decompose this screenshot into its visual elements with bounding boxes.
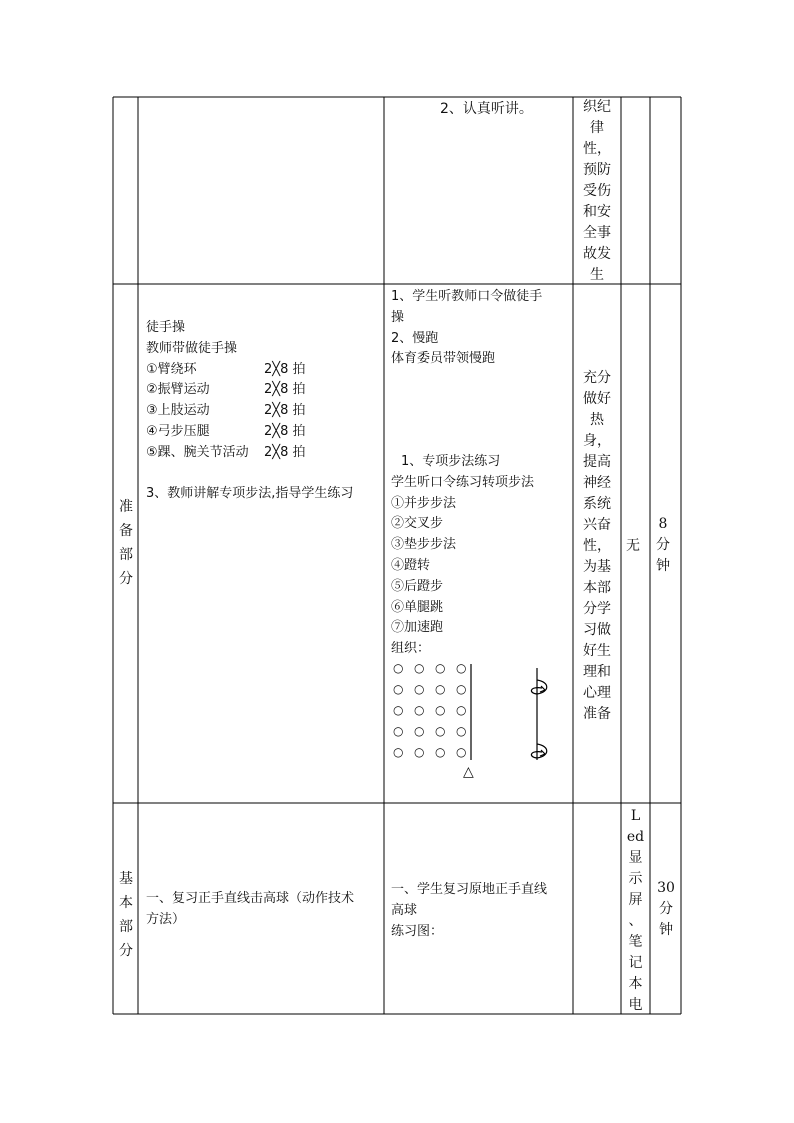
student-activity-top [391, 287, 571, 370]
equipment-char: 显 [628, 850, 643, 866]
student-circle: ○ [456, 724, 467, 738]
teacher-line: 一、复习正手直线击高球（动作技术 [146, 891, 355, 906]
section-label-prep [114, 495, 138, 591]
step-item: ⑤后蹬步 [391, 578, 444, 594]
equipment-char: 电 [628, 997, 643, 1013]
step-item: ①并步步法 [391, 495, 457, 511]
time-char: 钟 [659, 922, 673, 938]
purpose-char: 分学 [583, 601, 611, 617]
step-item: ②交叉步 [391, 516, 444, 532]
equipment-char: ed [626, 829, 645, 845]
purpose-char: 故发 [583, 246, 611, 262]
purpose-char: 性， [583, 141, 611, 157]
student-line: 高球 [391, 902, 418, 918]
purpose-char: 受伤 [583, 183, 611, 199]
exercise-name: ②振臂运动 [146, 382, 210, 398]
purpose-char: 充分 [583, 370, 611, 386]
exercise-beats: 2╳8 拍 [264, 423, 306, 439]
step-title: 1、专项步法练习 [401, 454, 501, 469]
student-line: 体育委员带领慢跑 [391, 351, 496, 367]
exercise-row [146, 360, 382, 381]
teacher-line: 徒手操 [146, 320, 186, 335]
student-circle: ○ [393, 724, 404, 738]
teacher-line: 教师带做徒手操 [146, 340, 238, 356]
teacher-mark: △ [463, 764, 474, 780]
purpose-char: 身， [583, 433, 611, 449]
step-subtitle: 学生听口令练习转项步法 [391, 474, 535, 490]
step-item: ④蹬转 [391, 557, 431, 573]
purpose-char: 兴奋 [583, 517, 611, 533]
teacher-line: 方法） [146, 911, 186, 927]
row3-equipment [622, 806, 649, 1016]
student-circle: ○ [435, 745, 446, 759]
purpose-char: 和安 [583, 204, 611, 220]
time-char: 分 [659, 901, 673, 917]
formation-lines [460, 660, 560, 770]
time-char: 分 [656, 537, 670, 553]
exercise-row [146, 380, 382, 401]
student-circle: ○ [414, 724, 425, 738]
row3-time [651, 878, 681, 941]
equipment-char: 记 [628, 955, 643, 971]
student-circle: ○ [414, 682, 425, 696]
row2-time [651, 514, 675, 577]
label-char: 分 [119, 571, 133, 587]
student-circle: ○ [414, 745, 425, 759]
student-line: 1、学生听教师口令做徒手 [391, 289, 543, 304]
purpose-char: 律 [590, 120, 604, 136]
purpose-char: 好生 [583, 643, 611, 659]
section-label-basic [114, 867, 138, 963]
student-circle: ○ [456, 682, 467, 696]
student-circle: ○ [435, 703, 446, 717]
purpose-char: 生 [590, 267, 604, 283]
student-step-practice [391, 452, 571, 660]
student-circle: ○ [456, 703, 467, 717]
label-char: 准 [119, 499, 133, 515]
exercise-name: ⑤踝、腕关节活动 [146, 444, 249, 460]
purpose-char: 预防 [583, 162, 611, 178]
row1-student-text: 2、认真听讲。 [440, 101, 533, 117]
equipment-char: L [630, 808, 641, 824]
purpose-char: 全事 [583, 225, 611, 241]
step-item: ③垫步步法 [391, 537, 457, 553]
student-circle: ○ [456, 745, 467, 759]
exercise-name: ③上肢运动 [146, 403, 210, 419]
student-circle: ○ [393, 703, 404, 717]
student-circle: ○ [435, 661, 446, 675]
exercise-row [146, 401, 382, 422]
label-char: 分 [119, 943, 133, 959]
purpose-char: 心理 [583, 685, 611, 701]
purpose-char: 提高 [583, 454, 611, 470]
equipment-char: 笔 [628, 934, 643, 950]
label-char: 本 [119, 895, 133, 911]
row3-student-activity [391, 880, 571, 942]
purpose-char: 准备 [583, 706, 611, 722]
purpose-char: 系统 [583, 496, 611, 512]
row1-purpose-text [574, 97, 620, 286]
exercise-beats: 2╳8 拍 [264, 361, 306, 377]
exercise-row [146, 443, 382, 464]
teacher-activity [146, 318, 382, 504]
purpose-char: 织纪 [583, 99, 611, 115]
label-char: 部 [119, 547, 133, 563]
purpose-char: 为基 [583, 559, 611, 575]
student-circle: ○ [393, 682, 404, 696]
exercise-row [146, 422, 382, 443]
student-circle: ○ [393, 745, 404, 759]
label-char: 部 [119, 919, 133, 935]
equipment-char: 示 [628, 871, 643, 887]
equipment-char: 、 [628, 913, 643, 929]
teacher-item3: 3、教师讲解专项步法,指导学生练习 [146, 485, 354, 501]
exercise-name: ①臂绕环 [146, 361, 197, 377]
row2-purpose-text [574, 368, 620, 725]
equipment-char: 本 [628, 976, 643, 992]
student-circle: ○ [393, 661, 404, 675]
purpose-char: 做好 [583, 391, 611, 407]
step-item: ⑥单腿跳 [391, 599, 444, 615]
student-line: 练习图： [391, 923, 444, 939]
purpose-char: 本部 [583, 580, 611, 596]
label-char: 备 [119, 523, 133, 539]
equipment-char: 屏 [628, 892, 643, 908]
student-circle: ○ [414, 661, 425, 675]
exercise-beats: 2╳8 拍 [264, 382, 306, 398]
step-item: ⑦加速跑 [391, 620, 444, 636]
student-circle: ○ [435, 682, 446, 696]
exercise-beats: 2╳8 拍 [264, 444, 306, 460]
time-char: 8 [658, 516, 668, 532]
label-char: 基 [119, 871, 133, 887]
time-char: 钟 [656, 558, 670, 574]
student-line: 2、慢跑 [391, 330, 439, 346]
purpose-char: 性， [583, 538, 611, 554]
purpose-char: 神经 [583, 475, 611, 491]
purpose-char: 理和 [583, 664, 611, 680]
row2-equipment: 无 [626, 538, 640, 554]
student-line: 操 [391, 309, 405, 325]
student-circle: ○ [435, 724, 446, 738]
exercise-name: ④弓步压腿 [146, 423, 210, 439]
row3-teacher-activity [146, 889, 382, 931]
student-circle: ○ [414, 703, 425, 717]
purpose-char: 习做 [583, 622, 611, 638]
exercise-beats: 2╳8 拍 [264, 403, 306, 419]
org-label: 组织： [391, 641, 431, 657]
student-circle: ○ [456, 661, 467, 675]
purpose-char: 热 [590, 412, 604, 428]
time-char: 30 [657, 880, 675, 896]
student-line: 一、学生复习原地正手直线 [391, 882, 548, 897]
